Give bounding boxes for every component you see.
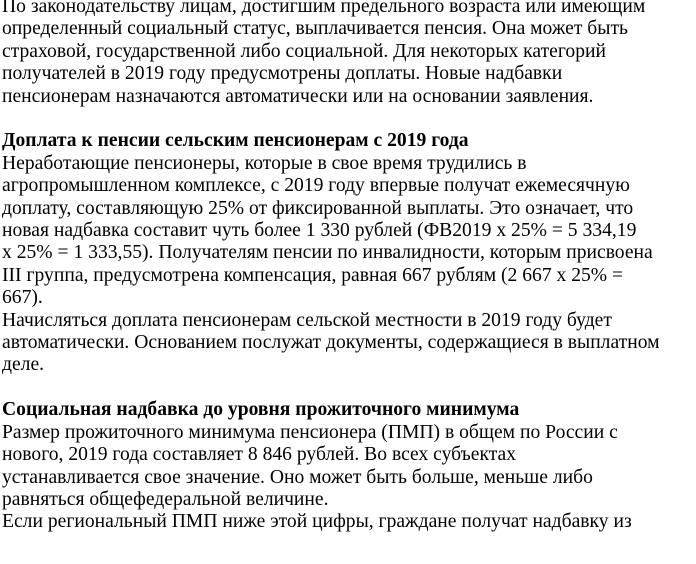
text-line: равняться общефедеральной величине. (2, 488, 329, 510)
text-line: агропромышленном комплексе, с 2019 году впервые получат ежемесячную (2, 175, 630, 197)
text-line: Начисляться доплата пенсионерам сельской местности в 2019 году будет (2, 309, 612, 331)
section-heading-rural-pension: Доплата к пенсии сельским пенсионерам с 2019 года (2, 130, 469, 152)
paragraph-spacer (2, 377, 692, 399)
text-line: х 25% = 1 333,55). Получателям пенсии по инвалидности, которым присвоена (2, 242, 653, 264)
text-line: III группа, предусмотрена компенсация, равная 667 рублям (2 667 х 25% = (2, 264, 624, 286)
text-line: нового, 2019 года составляет 8 846 рублей. Во всех субъектах (2, 444, 517, 466)
text-line: Если региональный ПМП ниже этой цифры, граждане получат надбавку из (2, 511, 632, 533)
intro-paragraph (2, 0, 692, 108)
text-line: По законодательству лицам, достигшим предельного возраста или имеющим (2, 0, 646, 17)
text-line: Размер прожиточного минимума пенсионера (ПМП) в общем по России с (2, 421, 618, 443)
text-line: определенный социальный статус, выплачивается пенсия. Она может быть (2, 18, 628, 40)
text-line: устанавливается свое значение. Оно может быть больше, меньше либо (2, 466, 593, 488)
paragraph-spacer (2, 108, 692, 130)
text-line: 667). (2, 287, 43, 309)
rural-pension-accrual-paragraph (2, 310, 692, 377)
text-line: получателей в 2019 году предусмотрены доплаты. Новые надбавки (2, 63, 563, 85)
text-line: пенсионерам назначаются автоматически или на основании заявления. (2, 85, 594, 107)
text-line: Неработающие пенсионеры, которые в свое время трудились в (2, 152, 527, 174)
rural-pension-paragraph (2, 153, 692, 310)
text-line: деле. (2, 354, 45, 376)
text-line: страховой, государственной либо социальной. Для некоторых категорий (2, 40, 606, 62)
section-heading-social-supplement: Социальная надбавка до уровня прожиточного минимума (2, 399, 520, 421)
subsistence-minimum-paragraph (2, 422, 692, 512)
text-line: новая надбавка составит чуть более 1 330 рублей (ФВ2019 х 25% = 5 334,19 (2, 220, 637, 242)
regional-minimum-paragraph (2, 511, 692, 533)
text-line: автоматически. Основанием послужат документы, содержащиеся в выплатном (2, 332, 660, 354)
text-line: доплату, составляющую 25% от фиксированной выплаты. Это означает, что (2, 197, 634, 219)
document-body (2, 0, 692, 534)
